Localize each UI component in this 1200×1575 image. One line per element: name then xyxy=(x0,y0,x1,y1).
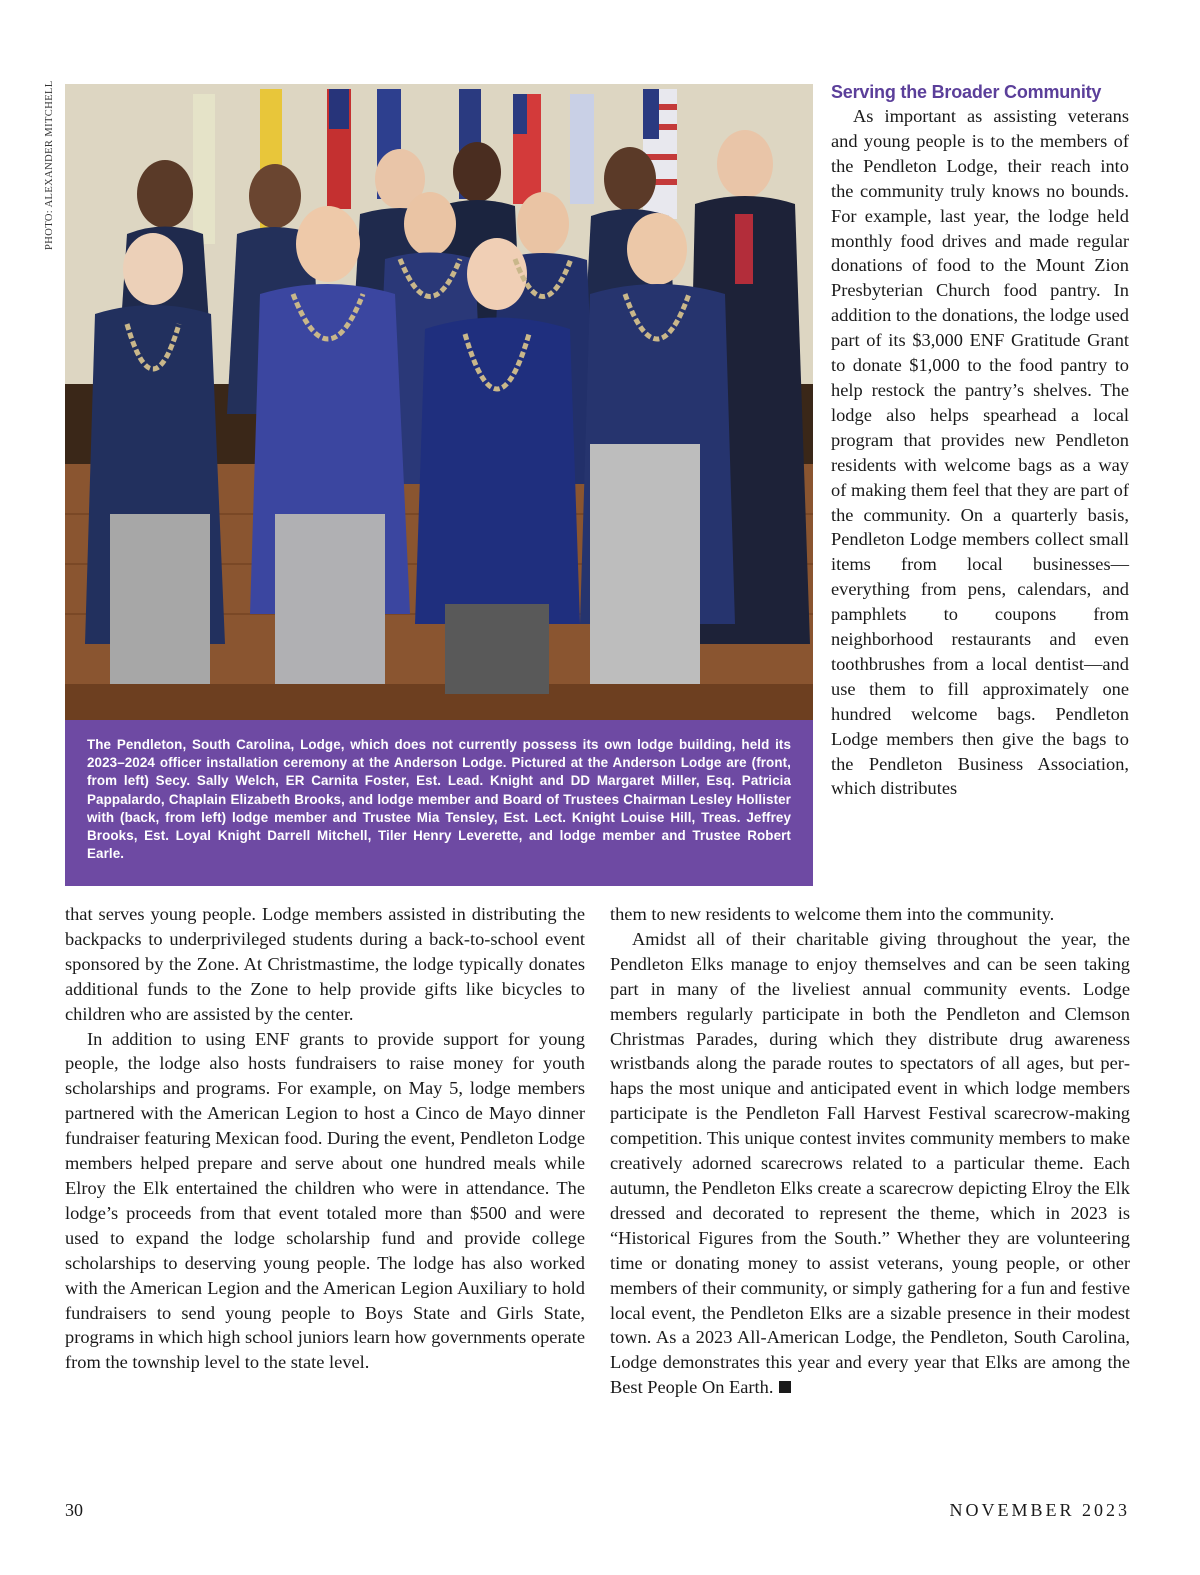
right-column xyxy=(831,80,1129,801)
group-photo xyxy=(65,84,813,720)
bottom-right-column xyxy=(610,902,1130,1400)
end-mark-icon xyxy=(779,1381,791,1393)
left-column xyxy=(65,902,585,1375)
bottom-right-paragraph-1: them to new residents to welcome them into the community. xyxy=(610,904,1055,924)
bottom-right-paragraph-2 xyxy=(610,927,1130,1400)
photo-credit: PHOTO: ALEXANDER MITCHELL xyxy=(44,80,55,250)
section-heading: Serving the Broader Community xyxy=(831,82,1102,102)
right-column-paragraph: As important as assisting veterans and young people is to the members of the Pendleton Lodge, their reach into the community truly knows no bounds. For example, last year, the lodge held monthly food drives and made regular donations of food to the Mount Zion Presbyterian Church food pantry. In addition to the donations, the lodge used part of its $3,000 ENF Gratitude Grant to donate $1,000 to the food pantry to help restock the pantry’s shelves. The lodge also helps spearhead a local program that provides new Pendleton residents with welcome bags as a way of making them feel that they are part of the community. On a quarterly basis, Pendleton Lodge members collect small items from local businesses—everything from pens, calendars, and pamphlets to coupons from neighborhood restaurants and even toothbrushes from a local dentist—and use them to fill approximately one hundred welcome bags. Pendleton Lodge members then give the bags to the Pendleton Business Association, which distributes xyxy=(831,106,1129,799)
left-paragraph-2: In addition to using ENF grants to provide support for young people, the lodge also hosts fundraisers to raise money for youth scholarships and programs. For example, on May 5, lodge members partnered with the American Legion to host a Cinco de Mayo dinner fundraiser featuring Mexican food. During the event, Pendleton Lodge members helped prepare and serve about one hundred meals while Elroy the Elk entertained the children who were in attendance. The lodge’s proceeds from that event totaled more than $500 and were used to expand the lodge scholarship fund and provide college scholarships to deserving young people. The lodge has also worked with the American Legion and the American Legion Auxiliary to hold fundraisers to send young people to Boys State and Girls State, programs in which high school juniors learn how governments operate from the township level to the state level. xyxy=(65,1028,585,1373)
photo-caption: The Pendleton, South Carolina, Lodge, which does not currently possess its own lodge building, held its 2023–2024 officer installation ceremony at the Anderson Lodge. Pictured at the Anderson Lodge are (front, from left) Secy. Sally Welch, ER Carnita Foster, Est. Lead. Knight and DD Margaret Miller, Esq. Patricia Pappalardo, Chaplain Elizabeth Brooks, and lodge member and Board of Trustees Chairman Lesley Hollister with (back, from left) lodge member and Trustee Mia Tensley, Est. Lect. Knight Louise Hill, Treas. Jeffrey Brooks, Est. Loyal Knight Darrell Mitchell, Tiler Henry Leverette, and lodge member and Trustee Robert Earle. xyxy=(65,720,813,886)
bottom-right-paragraph-2-text: Amidst all of their charitable giving throughout the year, the Pendleton Elks manage to enjoy themselves and can be seen taking part in many of the liveliest annual community events. Lodge members regularly participate in both the Pendleton and Clemson Christmas Parades, during which they distribute drug awareness wristbands along the parade routes to spectators of all ages, but perhaps the most unique and anticipated event in which lodge members participate is the Pendleton Fall Harvest Festival scarecrow-making competition. This unique contest invites community members to make creatively adorned scarecrows related to a particular theme. Each autumn, the Pendleton Elks create a scarecrow depicting Elroy the Elk dressed and decorated to represent the theme, which in 2023 is “Historical Figures from the South.” Whether they are volunteering time or donating money to assist veterans, young people, or other members of their community, or simply gathering for a fun and festive local event, the Pendleton Elks are a sizable presence in their modest town. As a 2023 All-American Lodge, the Pendleton, South Carolina, Lodge demonstrates this year and every year that Elks are among the Best People On Earth. xyxy=(610,928,1130,1398)
left-paragraph-1: that serves young people. Lodge members assisted in distributing the backpacks to underprivileged students during a back-to-school event sponsored by the Zone. At Christmastime, the lodge typically donates additional funds to the Zone to help provide gifts like bicycles to children who are assisted by the center. xyxy=(65,904,585,1024)
page-number: 30 xyxy=(65,1500,83,1520)
issue-date: NOVEMBER 2023 xyxy=(949,1500,1130,1520)
